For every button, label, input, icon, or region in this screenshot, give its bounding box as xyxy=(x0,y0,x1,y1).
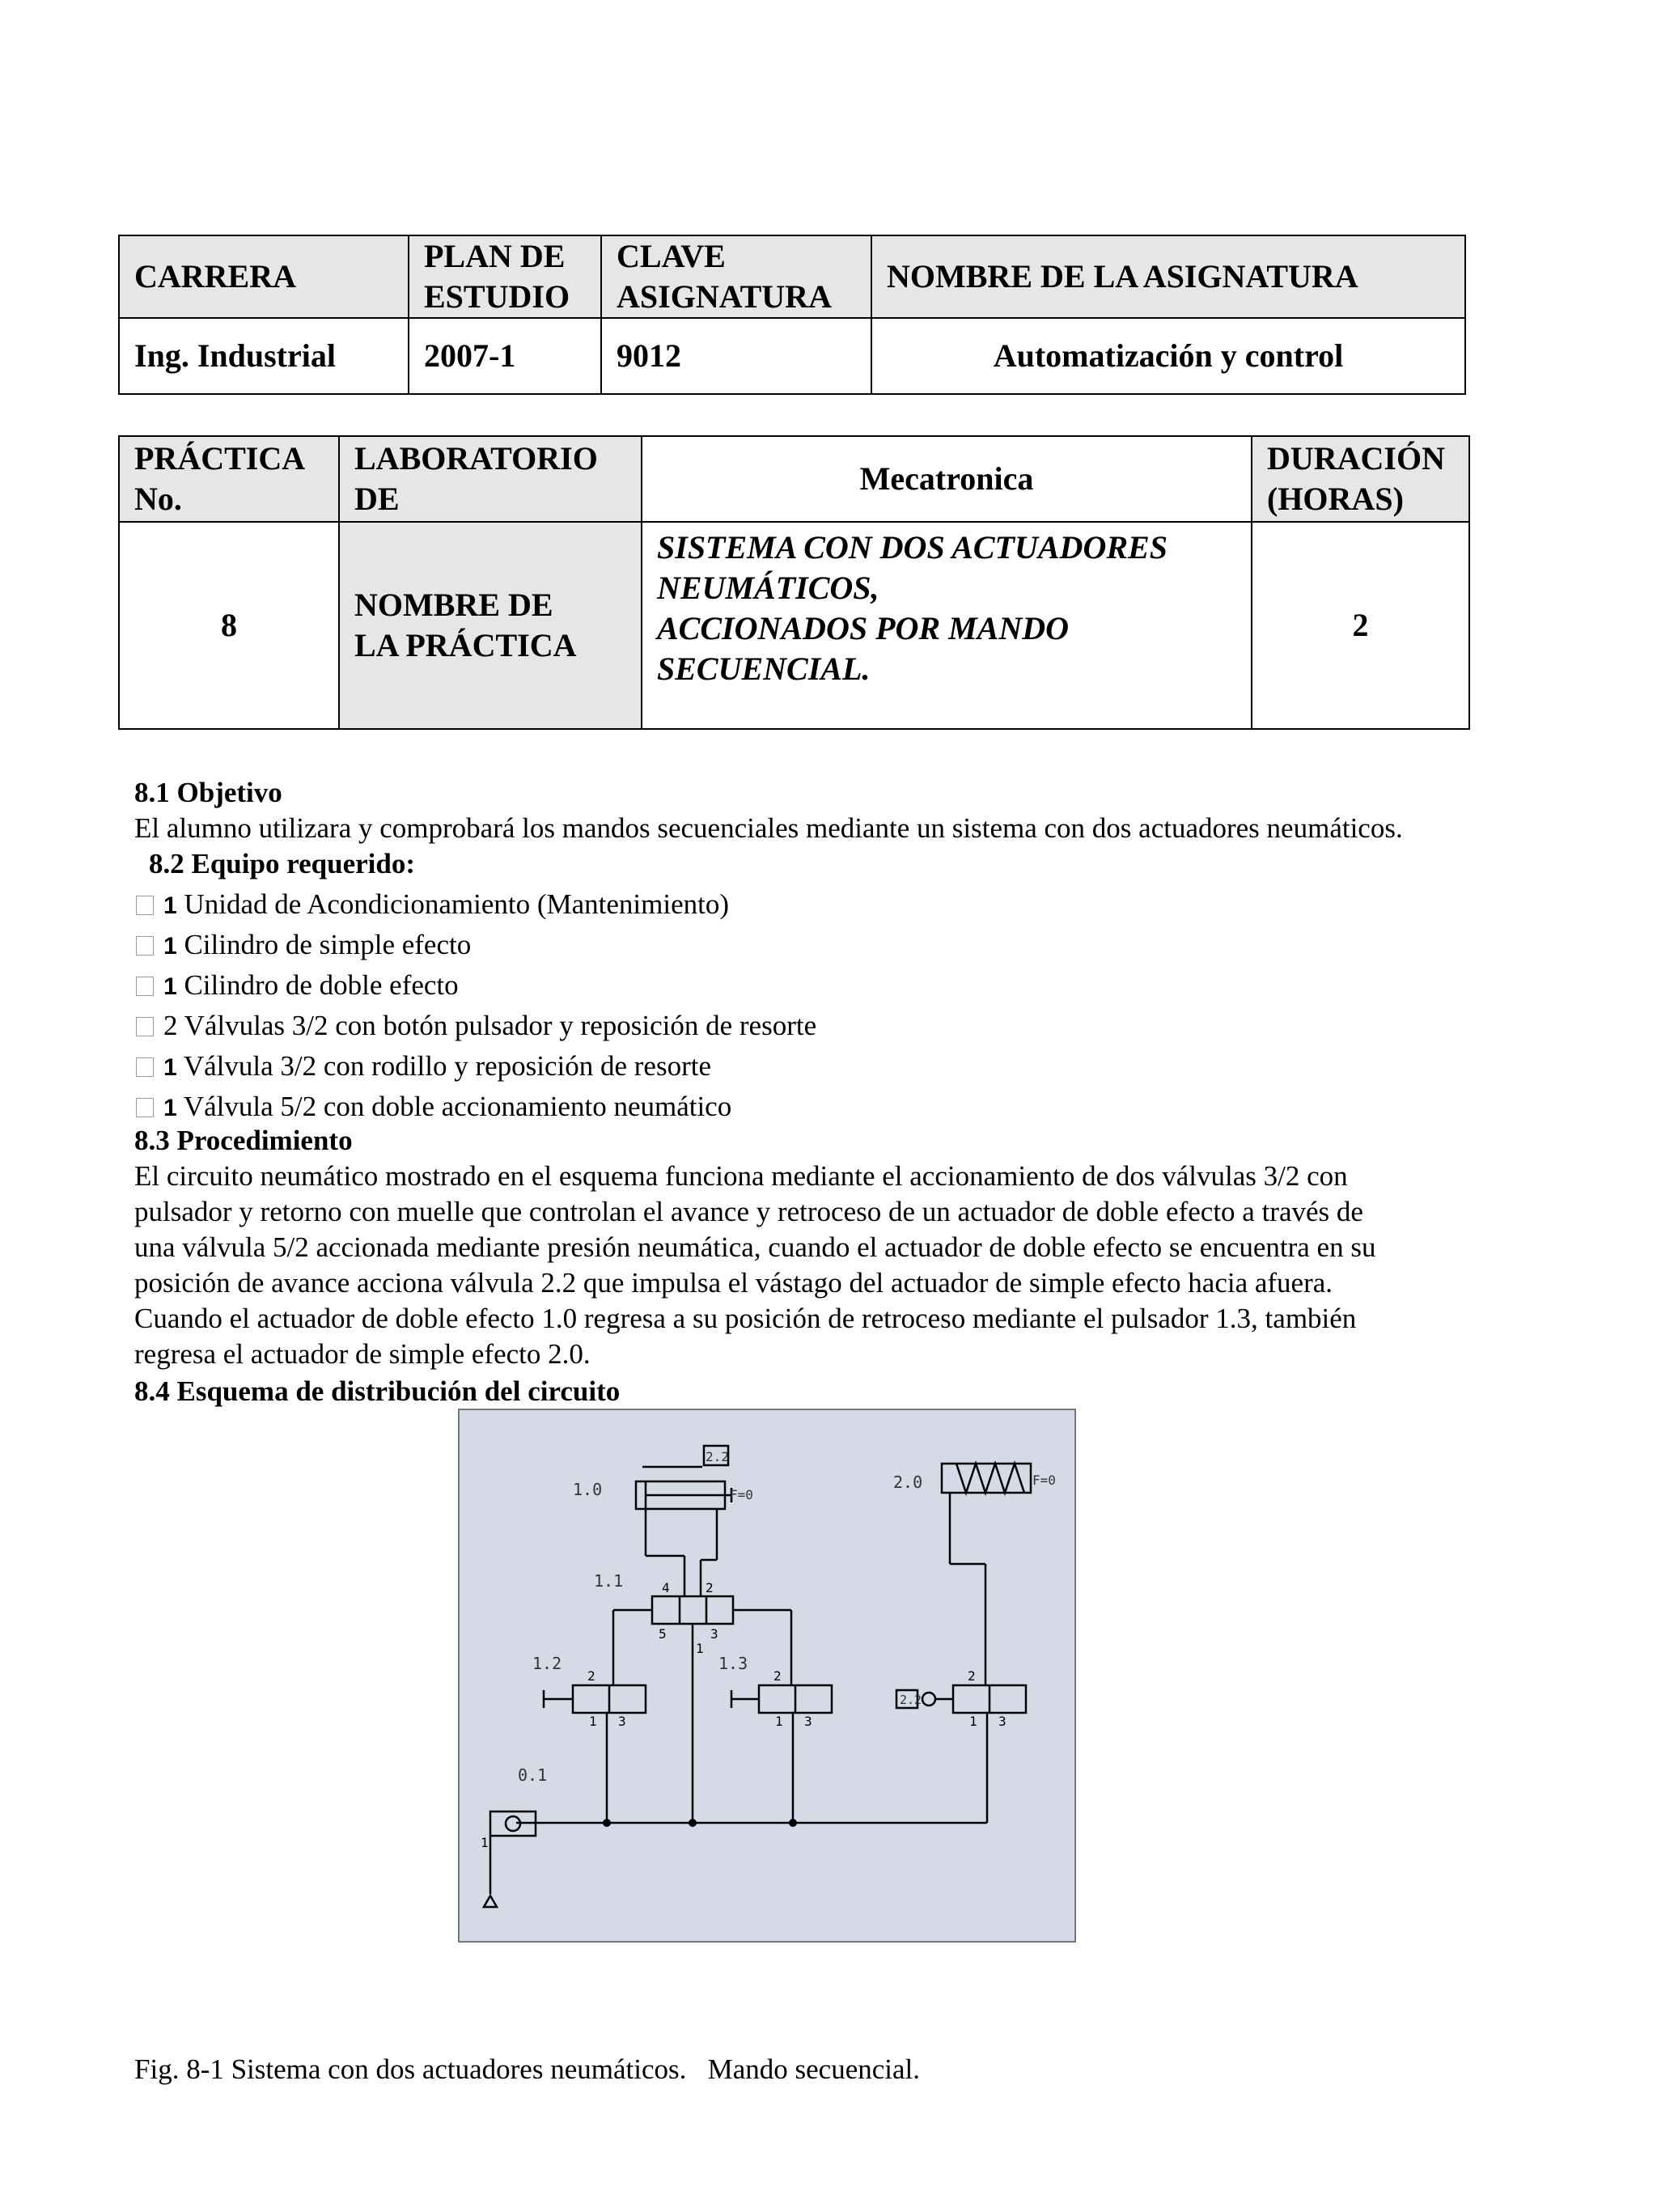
bullet-box-icon xyxy=(136,1057,154,1077)
v22-port-3: 3 xyxy=(998,1714,1006,1729)
port-3: 3 xyxy=(710,1626,718,1642)
bullet-box-icon xyxy=(136,936,154,956)
header-laboratorio: LABORATORIO DE xyxy=(339,436,642,522)
bullet-box-icon xyxy=(136,977,154,996)
v13-port-2: 2 xyxy=(773,1668,782,1684)
list-item xyxy=(136,1089,731,1126)
item-quantity: 1 xyxy=(163,973,177,1000)
label-0-1: 0.1 xyxy=(518,1765,548,1785)
item-text: Válvula 5/2 con doble accionamiento neumático xyxy=(183,1091,732,1122)
list-item xyxy=(136,927,471,964)
list-item xyxy=(136,887,729,924)
label-2-0: 2.0 xyxy=(893,1473,923,1492)
label-f0-b: F=0 xyxy=(1032,1473,1056,1488)
procedimiento-title: 8.3 Procedimiento xyxy=(134,1125,353,1156)
item-quantity: 1 xyxy=(163,892,177,919)
cell-asignatura: Automatización y control xyxy=(871,318,1465,394)
procedimiento-line: El circuito neumático mostrado en el esquema funciona mediante el accionamiento de dos válvulas 3/2 con xyxy=(134,1160,1348,1192)
circuit-diagram xyxy=(458,1409,1076,1943)
objetivo-text: El alumno utilizara y comprobará los mandos secuenciales mediante un sistema con dos actuadores neumáticos. xyxy=(134,812,1403,844)
list-item xyxy=(136,1049,711,1086)
label-2-2-roller: 2.2 xyxy=(900,1693,922,1707)
subject-table xyxy=(118,235,1466,395)
item-text: Cilindro de doble efecto xyxy=(184,969,459,1001)
port-2: 2 xyxy=(706,1580,714,1595)
bullet-box-icon xyxy=(136,1017,154,1036)
cell-clave: 9012 xyxy=(601,318,871,394)
v12-port-3: 3 xyxy=(618,1714,626,1729)
procedimiento-line: pulsador y retorno con muelle que controlan el avance y retroceso de un actuador de doble efecto a través de xyxy=(134,1196,1363,1227)
procedimiento-line: una válvula 5/2 accionada mediante presión neumática, cuando el actuador de doble efecto se encuentra en su xyxy=(134,1231,1376,1263)
figure-caption: Fig. 8-1 Sistema con dos actuadores neumáticos. Mando secuencial. xyxy=(134,2053,921,2085)
v12-port-1: 1 xyxy=(589,1714,597,1729)
v13-port-3: 3 xyxy=(804,1714,812,1729)
cell-practica-no: 8 xyxy=(119,522,339,729)
label-1-1: 1.1 xyxy=(594,1571,624,1591)
item-quantity: 1 xyxy=(163,933,177,960)
esquema-title: 8.4 Esquema de distribución del circuito xyxy=(134,1375,621,1407)
p01-port-1: 1 xyxy=(481,1835,489,1850)
procedimiento-line: regresa el actuador de simple efecto 2.0. xyxy=(134,1338,591,1370)
label-f0-a: F=0 xyxy=(730,1487,753,1502)
procedimiento-line: Cuando el actuador de doble efecto 1.0 regresa a su posición de retroceso mediante el pulsador 1.3, también xyxy=(134,1303,1357,1334)
label-1-2: 1.2 xyxy=(532,1654,562,1673)
equipo-title: 8.2 Equipo requerido: xyxy=(149,848,415,879)
label-1-0: 1.0 xyxy=(573,1480,603,1499)
list-item xyxy=(136,968,459,1005)
header-nombre-asignatura: NOMBRE DE LA ASIGNATURA xyxy=(871,235,1465,318)
objetivo-title: 8.1 Objetivo xyxy=(134,777,282,808)
v22-port-2: 2 xyxy=(968,1668,976,1684)
port-5: 5 xyxy=(659,1626,667,1642)
bullet-box-icon xyxy=(136,896,154,915)
procedimiento-line: posición de avance acciona válvula 2.2 que impulsa el vástago del actuador de simple efecto hacia afuera. xyxy=(134,1267,1333,1299)
cell-carrera: Ing. Industrial xyxy=(119,318,409,394)
cell-nombre-practica: SISTEMA CON DOS ACTUADORES NEUMÁTICOS, ACCIONADOS POR MANDO SECUENCIAL. xyxy=(642,522,1252,729)
list-item xyxy=(136,1008,816,1044)
item-text: Unidad de Acondicionamiento (Mantenimiento) xyxy=(184,888,730,920)
header-carrera: CARRERA xyxy=(119,235,409,318)
item-text: Cilindro de simple efecto xyxy=(184,929,472,960)
header-practica: PRÁCTICA No. xyxy=(119,436,339,522)
cell-duracion: 2 xyxy=(1252,522,1469,729)
item-text: Válvula 3/2 con rodillo y reposición de resorte xyxy=(183,1050,711,1082)
port-4: 4 xyxy=(662,1580,670,1595)
v13-port-1: 1 xyxy=(775,1714,783,1729)
circuit-svg xyxy=(460,1410,1074,1941)
label-1-3: 1.3 xyxy=(718,1654,748,1673)
valve-5-2 xyxy=(652,1596,733,1624)
header-plan: PLAN DE ESTUDIO xyxy=(409,235,601,318)
item-quantity: 1 xyxy=(163,1095,177,1121)
v12-port-2: 2 xyxy=(587,1668,595,1684)
header-nombre-practica: NOMBRE DE LA PRÁCTICA xyxy=(339,522,642,729)
practice-table xyxy=(118,435,1470,730)
item-quantity: 1 xyxy=(163,1054,177,1081)
cell-plan: 2007-1 xyxy=(409,318,601,394)
bullet-box-icon xyxy=(136,1098,154,1117)
item-text: 2 Válvulas 3/2 con botón pulsador y reposición de resorte xyxy=(163,1010,817,1041)
header-clave: CLAVE ASIGNATURA xyxy=(601,235,871,318)
header-duracion: DURACIÓN (HORAS) xyxy=(1252,436,1469,522)
cell-laboratorio: Mecatronica xyxy=(642,436,1252,522)
port-1: 1 xyxy=(696,1641,704,1656)
label-2-2-top: 2.2 xyxy=(706,1449,729,1464)
v22-port-1: 1 xyxy=(969,1714,977,1729)
